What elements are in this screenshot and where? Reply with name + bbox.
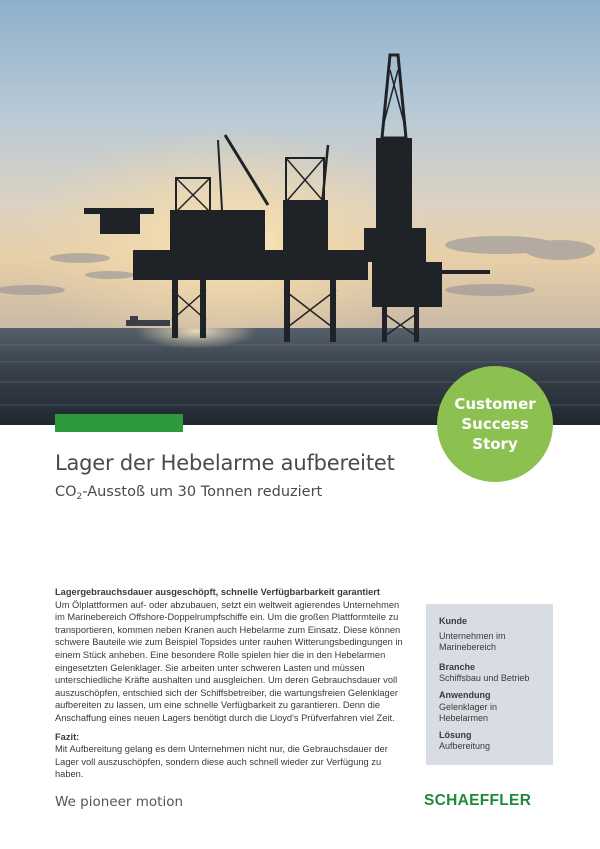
branche-label: Branche bbox=[439, 661, 476, 672]
loesung-label: Lösung bbox=[439, 729, 472, 740]
facts-infobox bbox=[426, 604, 553, 765]
loesung-value: Aufbereitung bbox=[439, 741, 491, 752]
anwendung-label: Anwendung bbox=[439, 689, 491, 700]
accent-bar bbox=[55, 414, 183, 432]
schaeffler-logo: SCHAEFFLER bbox=[424, 792, 532, 809]
anwendung-value: Gelenklager in Hebelarmen bbox=[439, 701, 498, 724]
page-subtitle bbox=[55, 484, 322, 502]
kunde-value: Unternehmen im Marinebereich bbox=[439, 630, 506, 653]
tagline: We pioneer motion bbox=[55, 794, 184, 810]
fazit-text: Mit Aufbereitung gelang es dem Unternehmen nicht nur, die Gebrauchsdauer der Lager voll auszuschöpfen, sondern diese auch schnell wieder zur Verfügung zu haben. bbox=[55, 744, 388, 780]
subtitle-prefix: CO bbox=[55, 484, 77, 500]
subtitle-suffix: -Ausstoß um 30 Tonnen reduziert bbox=[82, 484, 323, 500]
story-body bbox=[55, 586, 407, 781]
badge-line-1: Customer bbox=[454, 395, 536, 413]
subtitle-subscript: 2 bbox=[76, 492, 83, 502]
branche-value: Schiffsbau und Betrieb bbox=[439, 673, 530, 684]
kunde-label: Kunde bbox=[439, 616, 467, 626]
body-paragraph: Um Ölplattformen auf- oder abzubauen, setzt ein weltweit agierendes Unternehmen im Marinebereich Offshore-Doppelrumpfschiffe ein. Um die großen Plattformteile zu transportieren, kommen neben Kranen auch Hebelarme zum Einsatz. Diese können schwere Bauteile wie zum Beispiel Topsides unter rauhen Witterungsbedingungen in einem Stück anheben. Eine besondere Rolle spielen hier die in den Hebelarmen eingesetzten Gelenklager. Sie arbeiten unter schweren Lasten und müssen unterschiedliche Kräfte aushalten und ausgleichen. Um deren Gebrauchsdauer voll auszuschöpfen, entschied sich der Schiffsbetreiber, die wartungsfreien Gelenklager aufbereiten zu lassen, um eine schnelle Verfügbarkeit zu garantieren. Denn die Anschaffung eines neuen Lagers benötigt durch die Lloyd's Prüfverfahren viel Zeit. bbox=[55, 599, 403, 723]
body-lead: Lagergebrauchsdauer ausgeschöpft, schnelle Verfügbarbarkeit garantiert bbox=[55, 587, 380, 597]
fazit-label: Fazit: bbox=[55, 731, 80, 742]
badge-line-3: Story bbox=[472, 435, 518, 453]
customer-success-story-badge bbox=[437, 366, 553, 482]
page-title: Lager der Hebelarme aufbereitet bbox=[55, 451, 395, 475]
badge-line-2: Success bbox=[461, 415, 529, 433]
